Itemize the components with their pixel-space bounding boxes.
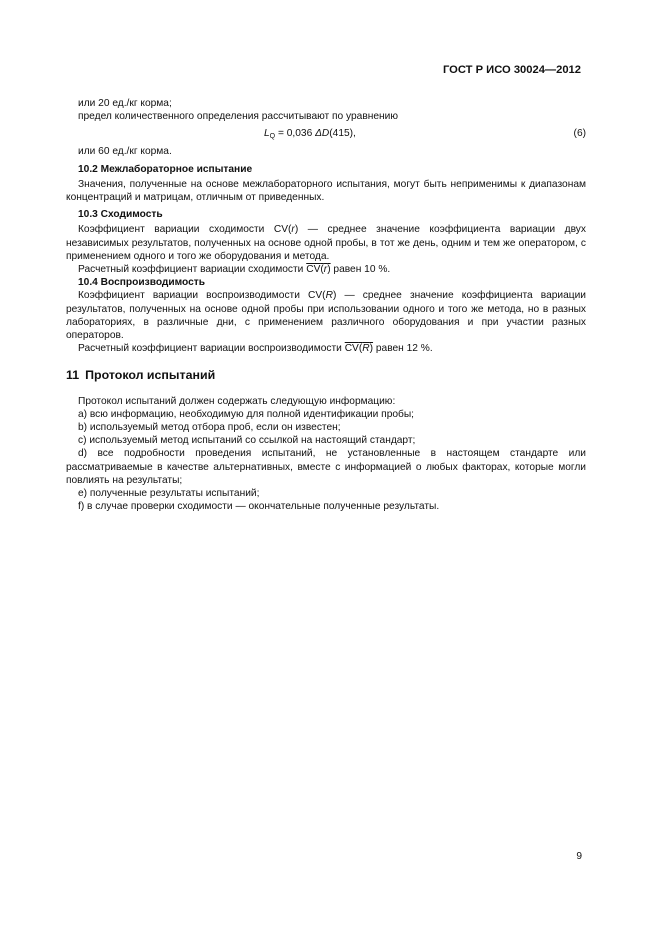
formula-lhs: L [264, 128, 270, 140]
section-number: 11 [66, 368, 80, 383]
variable: r [323, 264, 328, 276]
text-line: или 20 ед./кг корма; [78, 98, 172, 109]
text-run: равен 10 %. [330, 264, 391, 276]
list-item: f) в случае проверки сходимости — окончательные полученные результаты. [78, 501, 440, 513]
formula-expression [264, 125, 356, 146]
text-run: Коэффициент вариации воспроизводимости CV( [78, 290, 326, 302]
formula-lhs-subscript: Q [269, 133, 276, 141]
subsection-heading-10-4: 10.4 Воспроизводимость [78, 277, 206, 289]
variable: R [325, 290, 333, 302]
paragraph [66, 223, 586, 263]
variable: R [362, 343, 370, 355]
cv-symbol: CV [306, 264, 321, 276]
section-title: Протокол испытаний [85, 368, 216, 383]
formula-6 [66, 125, 586, 143]
text-run: Расчетный коэффициент вариации воспроизводимости [78, 343, 345, 355]
paragraph: Значения, полученные на основе межлабораторного испытания, могут быть неприменимы к диапазонам концентраций и матрицам, отличным от приведенных. [66, 178, 586, 204]
subsection-heading-10-2: 10.2 Межлабораторное испытание [78, 163, 253, 175]
formula-number: (6) [573, 128, 586, 140]
text-line: предел количественного определения рассчитывают по уравнению [78, 111, 399, 123]
cv-symbol: CV [344, 343, 359, 355]
overlined-cv: CV(R) [344, 343, 374, 355]
paragraph [66, 263, 586, 276]
page-content [66, 97, 586, 513]
list-item: a) всю информацию, необходимую для полной идентификации пробы; [78, 408, 415, 420]
page-number: 9 [576, 851, 582, 862]
paragraph [66, 342, 586, 355]
section-heading-11 [66, 369, 586, 382]
document-code: ГОСТ Р ИСО 30024—2012 [442, 64, 581, 76]
formula-rhs-suffix: (415), [329, 128, 356, 140]
subsection-heading-10-3: 10.3 Сходимость [78, 209, 163, 221]
text-run: ) — среднее значение коэффициента вариации двух независимых результатов, полученных на основе одной пробы, в тот же день, одним и тем же оператором, с применением одного и того же оборудования и метода. [66, 224, 586, 262]
variable: r [291, 224, 295, 236]
list-item: d) все подробности проведения испытаний, не установленные в настоящем стандарте или рассматриваемые в качестве альтернативных, вместе с информацией о любых факторах, которые могли повлиять на результаты; [66, 448, 586, 486]
list-item: e) полученные результаты испытаний; [78, 488, 260, 500]
text-run: Коэффициент вариации сходимости CV( [78, 224, 292, 236]
text-run: ) — среднее значение коэффициента вариации результатов, полученных на основе одной пробы при использовании одного и того же метода, но в разных лабораториях, в различные дни, с применением различного оборудования и при участии разных операторов. [66, 290, 586, 342]
paragraph: Протокол испытаний должен содержать следующую информацию: [78, 395, 396, 407]
text-run: равен 12 %. [373, 343, 433, 355]
overlined-cv: CV(r) [306, 264, 331, 276]
paragraph [66, 289, 586, 342]
list-item: b) используемый метод отбора проб, если он известен; [78, 422, 341, 434]
list-item: c) используемый метод испытаний со ссылкой на настоящий стандарт; [78, 435, 416, 447]
text-line: или 60 ед./кг корма. [78, 146, 172, 158]
formula-rhs-prefix: = 0,036 [275, 128, 316, 140]
formula-delta: ΔD [315, 128, 330, 140]
text-run: Расчетный коэффициент вариации сходимости [78, 264, 307, 276]
